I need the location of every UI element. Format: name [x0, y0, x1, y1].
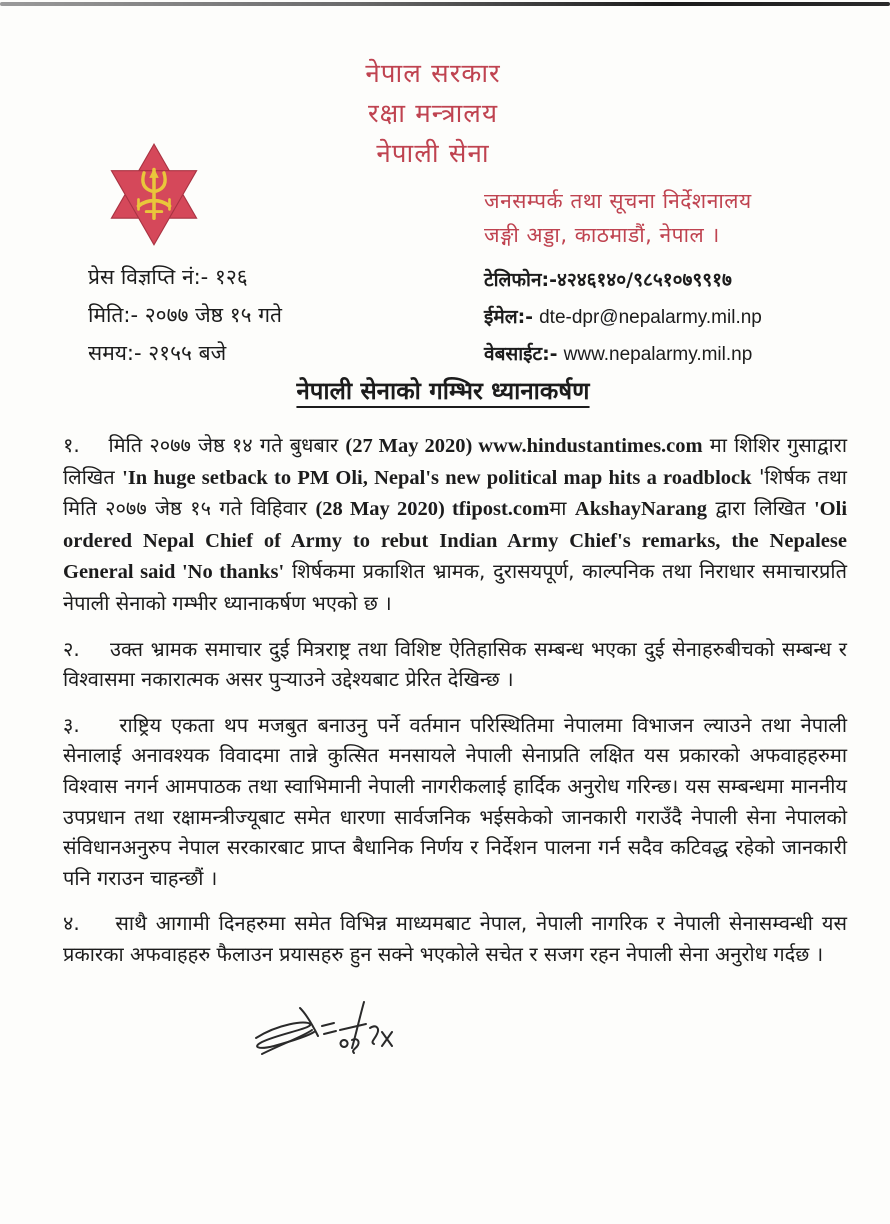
contact-block — [484, 262, 874, 373]
text-run: ४. साथै आगामी दिनहरुमा समेत विभिन्न माध्यमबाट नेपाल, नेपाली नागरिक र नेपाली सेनासम्वन्धी यस प्रकारका अफवाहहरु फैलाउन प्रयासहरु हुन सक्ने भएकोले सचेत र सजग रहन नेपाली सेना अनुरोध गर्दछ । — [63, 911, 847, 966]
text-run: 'Oli ordered Nepal Chief of Army to rebut Indian Army Chief's remarks, the Nepalese General said 'No thanks' — [63, 498, 848, 584]
text-run: मा — [549, 496, 575, 521]
text-run: शिर्षकमा प्रकाशित भ्रामक, दुरासयपूर्ण, काल्पनिक तथा निराधार समाचारप्रति नेपाली सेनाको गम्भीर ध्यानाकर्षण भएको छ । — [63, 559, 847, 615]
press-release-date: मिति:- २०७७ जेष्ठ १५ गते — [88, 303, 283, 327]
text-run: 'शिर्षक तथा मिति २०७७ जेष्ठ १५ गते विहिवार — [63, 464, 847, 521]
website-address: www.nepalarmy.mil.np — [563, 344, 753, 365]
text-run: द्वारा लिखित — [707, 496, 814, 521]
scan-edge-artifact — [0, 2, 890, 6]
text-run: ३. राष्ट्रिय एकता थप मजबुत बनाउनु पर्ने वर्तमान परिस्थितिमा नेपालमा विभाजन ल्याउने तथा नेपाली सेनालाई अनावश्यक विवादमा तान्ने कुत्सित मनसायले नेपाली सेनाप्रति लक्षित यस प्रकारको अफवाहहरुमा विश्वास नगर्न आमपाठक तथा स्वाभिमानी नेपाली नागरीकलाई हार्दिक अनुरोध गरिन्छ। यस सम्बन्धमा माननीय उपप्रधान तथा रक्षामन्त्रीज्यूबाट समेत धारणा सार्वजनिक भईसकेको जानकारी गराउँदै नेपाली सेना नेपालको संविधानअनुरुप नेपाल सरकारबाट प्राप्त बैधानिक निर्णय र निर्देशन पालना गर्न सदैव कटिवद्ध रहेको जानकारी पनि गराउन चाहन्छौं । — [63, 712, 847, 890]
paragraph-4 — [63, 908, 847, 969]
text-run: १. मिति २०७७ जेष्ठ १४ गते बुधबार — [63, 433, 346, 457]
email-address: dte-dpr@nepalarmy.mil.np — [539, 307, 762, 328]
text-run: २. उक्त भ्रामक समाचार दुई मित्रराष्ट्र तथा विशिष्ट ऐतिहासिक सम्बन्ध भएका दुई सेनाहरुबीचको सम्बन्ध र विश्वासमा नकारात्मक असर पुऱ्याउने उद्देश्यबाट प्रेरित देखिन्छ । — [63, 636, 847, 692]
text-run: (28 May 2020) tfipost.com — [315, 498, 550, 521]
text-run: 'In huge setback to PM Oli, Nepal's new political map hits a roadblock — [122, 466, 752, 489]
press-release-time: समय:- २१५५ बजे — [88, 341, 227, 365]
signature-scribble — [248, 996, 408, 1064]
email-line — [484, 299, 874, 336]
text-run: AkshayNarang — [574, 498, 708, 521]
header-army-name: नेपाली सेना — [376, 139, 490, 169]
document-body — [63, 430, 847, 985]
text-run: मा शिशिर गुसाद्वारा लिखित — [63, 433, 848, 489]
website-line — [484, 336, 874, 373]
press-info-block — [88, 258, 408, 372]
paragraph-3 — [63, 710, 847, 894]
telephone-line: टेलिफोन:-४२४६१४०/९८५१०७९९१७ — [484, 269, 732, 291]
email-label: ईमेल:- — [484, 306, 534, 328]
directorate-block — [484, 184, 864, 252]
nepal-army-star-emblem-icon — [98, 143, 210, 247]
press-release-number: प्रेस विज्ञप्ति नं:- १२६ — [88, 265, 248, 289]
document-title: नेपाली सेनाको गम्भिर ध्यानाकर्षण — [296, 377, 590, 405]
paragraph-1 — [63, 430, 847, 619]
website-label: वेबसाईट:- — [484, 343, 558, 365]
directorate-address: जङ्गी अड्डा, काठमाडौं, नेपाल । — [484, 223, 720, 247]
directorate-name: जनसम्पर्क तथा सूचना निर्देशनालय — [484, 189, 752, 213]
header-government-name: नेपाल सरकार — [365, 59, 501, 89]
text-run: (27 May 2020) www.hindustantimes.com — [345, 435, 703, 457]
paragraph-2 — [63, 634, 847, 695]
header-ministry-name: रक्षा मन्त्रालय — [367, 99, 499, 129]
